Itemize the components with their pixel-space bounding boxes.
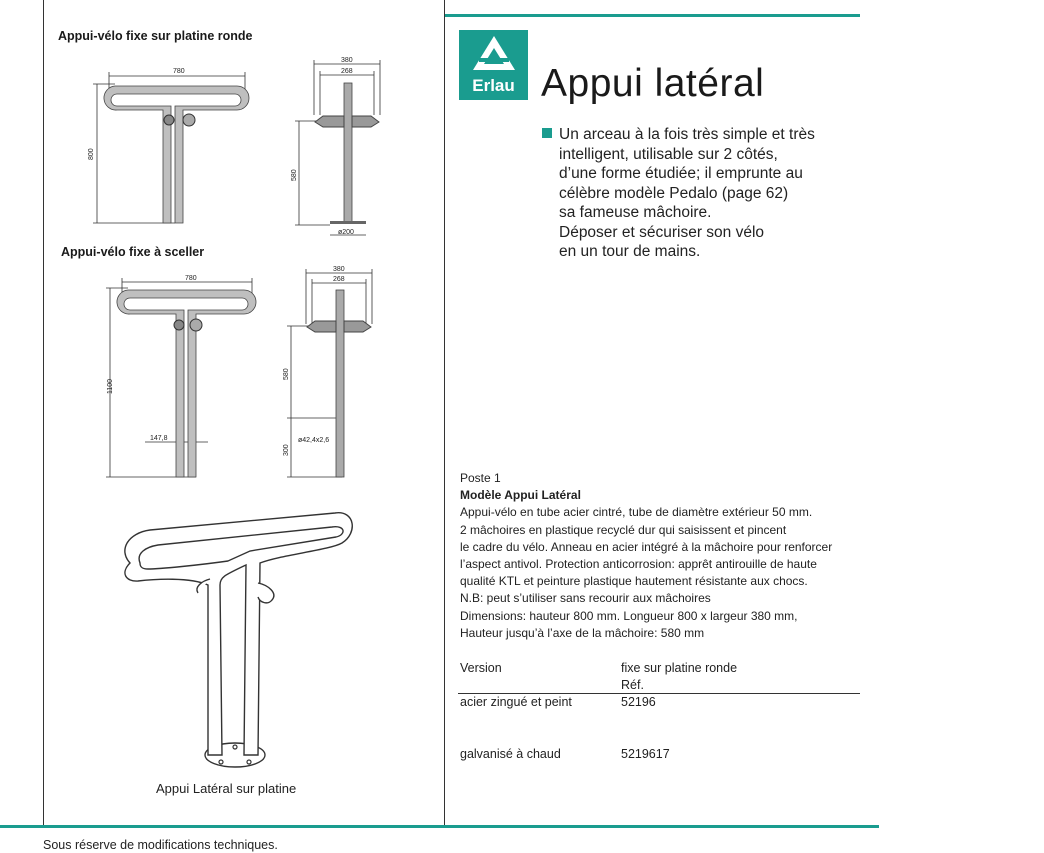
- intro-line: Un arceau à la fois très simple et très: [559, 126, 815, 143]
- erlau-logo: [459, 30, 528, 100]
- dim-depth-outer: 380: [341, 57, 353, 64]
- center-divider: [444, 0, 445, 825]
- dim-jaw-height: 580: [291, 169, 298, 181]
- dim-depth-outer-2: 380: [333, 266, 345, 273]
- intro-bullet-icon: [542, 128, 552, 138]
- section1-heading: Appui-vélo fixe sur platine ronde: [58, 29, 253, 43]
- intro-line: d’une forme étudiée; il emprunte au: [559, 165, 803, 182]
- table-header-rule: [458, 693, 860, 694]
- table-row-version: acier zingué et peint: [460, 695, 572, 709]
- spec-line: Dimensions: hauteur 800 mm. Longueur 800 x largeur 380 mm,: [460, 608, 798, 623]
- spec-line: qualité KTL et peinture plastique hautement résistante aux chocs.: [460, 574, 808, 589]
- dim-depth-inner: 268: [341, 68, 353, 75]
- side-view-drawing-plate: [290, 55, 390, 240]
- intro-line: sa fameuse mâchoire.: [559, 204, 712, 221]
- table-row-ref: 5219617: [621, 747, 670, 761]
- photo-caption: Appui Latéral sur platine: [156, 781, 297, 796]
- table-row-ref: 52196: [621, 695, 656, 709]
- spec-line: Appui-vélo en tube acier cintré, tube de diamètre extérieur 50 mm.: [460, 505, 813, 520]
- intro-line: intelligent, utilisable sur 2 côtés,: [559, 145, 778, 163]
- dim-offset: 147,8: [150, 435, 168, 442]
- table-header-model: fixe sur platine ronde: [621, 661, 738, 675]
- spec-block: [460, 470, 832, 642]
- bottom-rule: [0, 825, 879, 828]
- section2-heading: Appui-vélo fixe à sceller: [61, 245, 205, 259]
- side-view-drawing-embed: [282, 266, 382, 481]
- model-name: Modèle Appui Latéral: [460, 488, 581, 503]
- dim-embed-depth: 300: [283, 444, 290, 456]
- left-border: [43, 0, 44, 825]
- spec-line: l’aspect antivol. Protection anticorrosion: apprêt antirouille de haute: [460, 557, 817, 572]
- logo-mark-icon: [473, 36, 515, 70]
- table-header-ref: Réf.: [621, 678, 644, 692]
- front-view-drawing-plate: [85, 62, 260, 232]
- table-header-version: Version: [460, 661, 502, 675]
- dim-height: 800: [88, 148, 95, 160]
- intro-line: célèbre modèle Pedalo (page 62): [559, 184, 789, 202]
- poste-label: Poste 1: [460, 471, 501, 485]
- intro-line: Déposer et sécuriser son vélo: [559, 223, 765, 241]
- dim-width-2: 780: [185, 275, 197, 282]
- logo-text: Erlau: [472, 76, 515, 95]
- intro-text: [559, 125, 815, 262]
- dim-base: ø200: [338, 229, 354, 236]
- dim-depth-inner-2: 268: [333, 276, 345, 283]
- dim-jaw-height-2: 580: [283, 368, 290, 380]
- dim-tube: ø42,4x2,6: [298, 437, 330, 444]
- top-rule: [445, 14, 860, 17]
- product-illustration: [110, 505, 360, 775]
- footer-note: Sous réserve de modifications techniques.: [43, 838, 278, 852]
- spec-line: 2 mâchoires en plastique recyclé dur qui saisissent et pincent: [460, 522, 787, 537]
- spec-line: N.B: peut s’utiliser sans recourir aux mâchoires: [460, 591, 711, 606]
- dim-width: 780: [173, 68, 185, 75]
- front-view-drawing-embed: [100, 272, 260, 482]
- intro-line: en un tour de mains.: [559, 243, 701, 260]
- spec-line: le cadre du vélo. Anneau en acier intégré à la mâchoire pour renforcer: [460, 539, 833, 554]
- page-title: Appui latéral: [541, 62, 765, 105]
- spec-line: Hauteur jusqu’à l’axe de la mâchoire: 580 mm: [460, 625, 705, 640]
- dim-height-2: 1100: [107, 378, 114, 394]
- table-row-version: galvanisé à chaud: [460, 747, 561, 761]
